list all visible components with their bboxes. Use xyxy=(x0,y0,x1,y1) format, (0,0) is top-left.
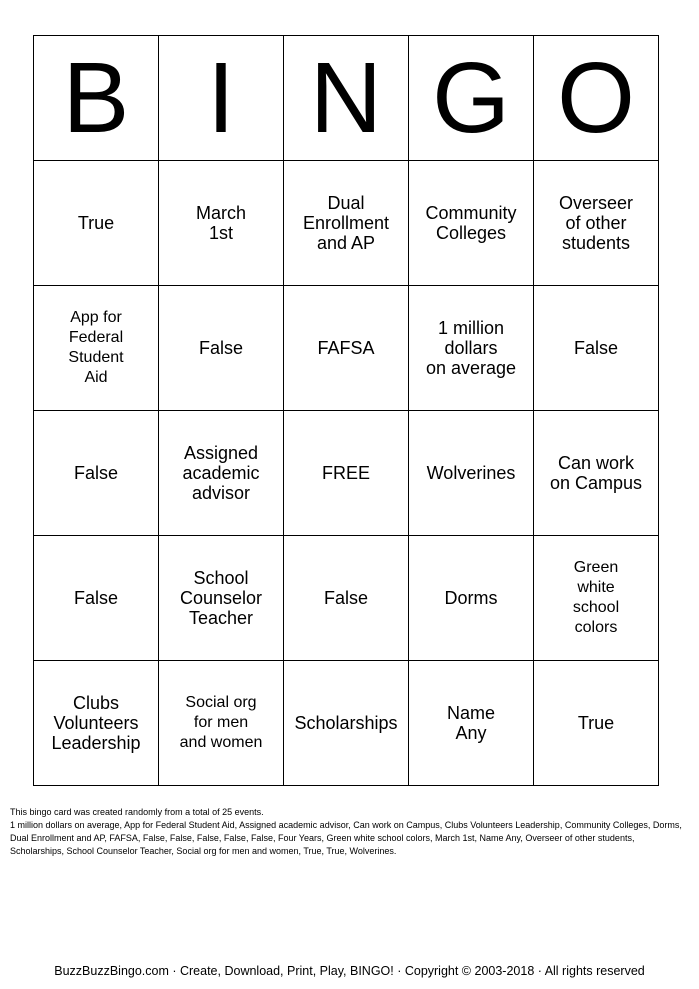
bingo-cell: FAFSA xyxy=(284,286,409,411)
bingo-row-2 xyxy=(34,286,659,411)
header-letter-b: B xyxy=(34,36,159,161)
bingo-cell: Can work on Campus xyxy=(534,411,659,536)
bingo-cell: School Counselor Teacher xyxy=(159,536,284,661)
bingo-cell: Community Colleges xyxy=(409,161,534,286)
bingo-row-5 xyxy=(34,661,659,786)
bingo-cell: True xyxy=(534,661,659,786)
bingo-cell: Scholarships xyxy=(284,661,409,786)
bingo-cell: Dorms xyxy=(409,536,534,661)
bingo-cell: Overseer of other students xyxy=(534,161,659,286)
bingo-cell: FREE xyxy=(284,411,409,536)
event-list: 1 million dollars on average, App for Federal Student Aid, Assigned academic advisor, Can work on Campus, Clubs Volunteers Leadership, Community Colleges, Dorms, Dual Enrollment and AP, FAFSA, False, False, False, False, False, Four Years, Green white school colors, March 1st, Name Any, Overseer of other students, Scholarships, School Counselor Teacher, Social org for men and women, True, True, Wolverines. xyxy=(10,820,682,856)
bingo-cell: Name Any xyxy=(409,661,534,786)
card-footnote xyxy=(10,806,690,858)
bingo-cell: Dual Enrollment and AP xyxy=(284,161,409,286)
bingo-row-3 xyxy=(34,411,659,536)
bingo-cell: Clubs Volunteers Leadership xyxy=(34,661,159,786)
header-letter-n: N xyxy=(284,36,409,161)
bingo-cell: False xyxy=(284,536,409,661)
bingo-row-4 xyxy=(34,536,659,661)
bingo-cell: Social org for men and women xyxy=(159,661,284,786)
header-letter-g: G xyxy=(409,36,534,161)
bingo-cell: False xyxy=(159,286,284,411)
bingo-cell: March 1st xyxy=(159,161,284,286)
bingo-row-1 xyxy=(34,161,659,286)
bingo-header-row xyxy=(34,36,659,161)
header-letter-o: O xyxy=(534,36,659,161)
bingo-cell: Green white school colors xyxy=(534,536,659,661)
copyright-line: BuzzBuzzBingo.com · Create, Download, Print, Play, BINGO! · Copyright © 2003-2018 · All rights reserved xyxy=(54,964,645,978)
bingo-cell: Wolverines xyxy=(409,411,534,536)
bingo-cell: True xyxy=(34,161,159,286)
bingo-cell: App for Federal Student Aid xyxy=(34,286,159,411)
generation-note: This bingo card was created randomly from a total of 25 events. xyxy=(10,807,264,817)
header-letter-i: I xyxy=(159,36,284,161)
bingo-cell: False xyxy=(34,536,159,661)
bingo-cell: 1 million dollars on average xyxy=(409,286,534,411)
bingo-cell: False xyxy=(34,411,159,536)
bingo-cell: Assigned academic advisor xyxy=(159,411,284,536)
bingo-cell: False xyxy=(534,286,659,411)
bingo-card xyxy=(33,35,659,786)
